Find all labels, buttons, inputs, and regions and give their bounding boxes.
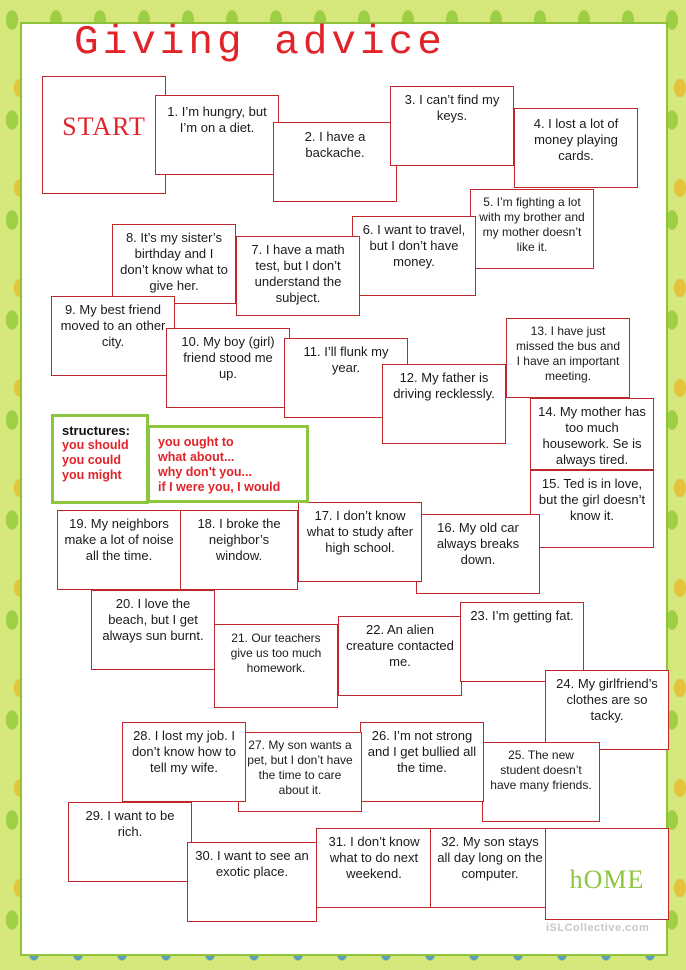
home-square: [545, 828, 669, 920]
square-7: 7. I have a math test, but I don’t understand the subject.: [236, 236, 360, 316]
square-28: 28. I lost my job. I don’t know how to tell my wife.: [122, 722, 246, 802]
square-6: 6. I want to travel, but I don’t have money.: [352, 216, 476, 296]
square-1: 1. I’m hungry, but I’m on a diet.: [155, 95, 279, 175]
square-9: 9. My best friend moved to an other city.: [51, 296, 175, 376]
square-8: 8. It’s my sister’s birthday and I don’t know what to give her.: [112, 224, 236, 304]
square-26: 26. I’m not strong and I get bullied all the time.: [360, 722, 484, 802]
square-29: 29. I want to be rich.: [68, 802, 192, 882]
square-16: 16. My old car always breaks down.: [416, 514, 540, 594]
square-23: 23. I’m getting fat.: [460, 602, 584, 682]
square-18: 18. I broke the neighbor’s window.: [180, 510, 298, 590]
square-32: 32. My son stays all day long on the computer.: [430, 828, 550, 908]
square-22: 22. An alien creature contacted me.: [338, 616, 462, 696]
page-title: Giving advice: [74, 20, 446, 66]
square-14: 14. My mother has too much housework. Se is always tired.: [530, 398, 654, 470]
square-15: 15. Ted is in love, but the girl doesn’t know it.: [530, 470, 654, 548]
structure-item: you could: [62, 453, 122, 467]
structures-heading: structures:: [62, 423, 130, 438]
square-24: 24. My girlfriend’s clothes are so tacky.: [545, 670, 669, 750]
structure-item: if I were you, I would: [158, 480, 281, 494]
square-30: 30. I want to see an exotic place.: [187, 842, 317, 922]
square-31: 31. I don’t know what to do next weekend.: [316, 828, 432, 908]
square-10: 10. My boy (girl) friend stood me up.: [166, 328, 290, 408]
square-19: 19. My neighbors make a lot of noise all the time.: [57, 510, 181, 590]
square-25: 25. The new student doesn’t have many friends.: [482, 742, 600, 822]
structure-item: you might: [62, 468, 122, 482]
square-11: 11. I’ll flunk my year.: [284, 338, 408, 418]
square-2: 2. I have a backache.: [273, 122, 397, 202]
structure-item: you ought to: [158, 435, 234, 449]
structure-item: what about...: [158, 450, 235, 464]
square-5: 5. I’m fighting a lot with my brother and my mother doesn’t like it.: [470, 189, 594, 269]
square-27: 27. My son wants a pet, but I don’t have the time to care about it.: [238, 732, 362, 812]
square-4: 4. I lost a lot of money playing cards.: [514, 108, 638, 188]
start-label: START: [62, 112, 146, 141]
structure-item: you should: [62, 438, 129, 452]
square-20: 20. I love the beach, but I get always sun burnt.: [91, 590, 215, 670]
home-label: hOME: [569, 865, 645, 894]
structure-item: why don't you...: [158, 465, 252, 479]
start-square: [42, 76, 166, 194]
structures-box-left: [51, 414, 149, 504]
watermark-credit: iSLCollective.com: [546, 922, 650, 934]
square-21: 21. Our teachers give us too much homework.: [214, 624, 338, 708]
square-17: 17. I don’t know what to study after high school.: [298, 502, 422, 582]
structures-box-right: [147, 425, 309, 503]
square-13: 13. I have just missed the bus and I have an important meeting.: [506, 318, 630, 398]
square-3: 3. I can’t find my keys.: [390, 86, 514, 166]
square-12: 12. My father is driving recklessly.: [382, 364, 506, 444]
